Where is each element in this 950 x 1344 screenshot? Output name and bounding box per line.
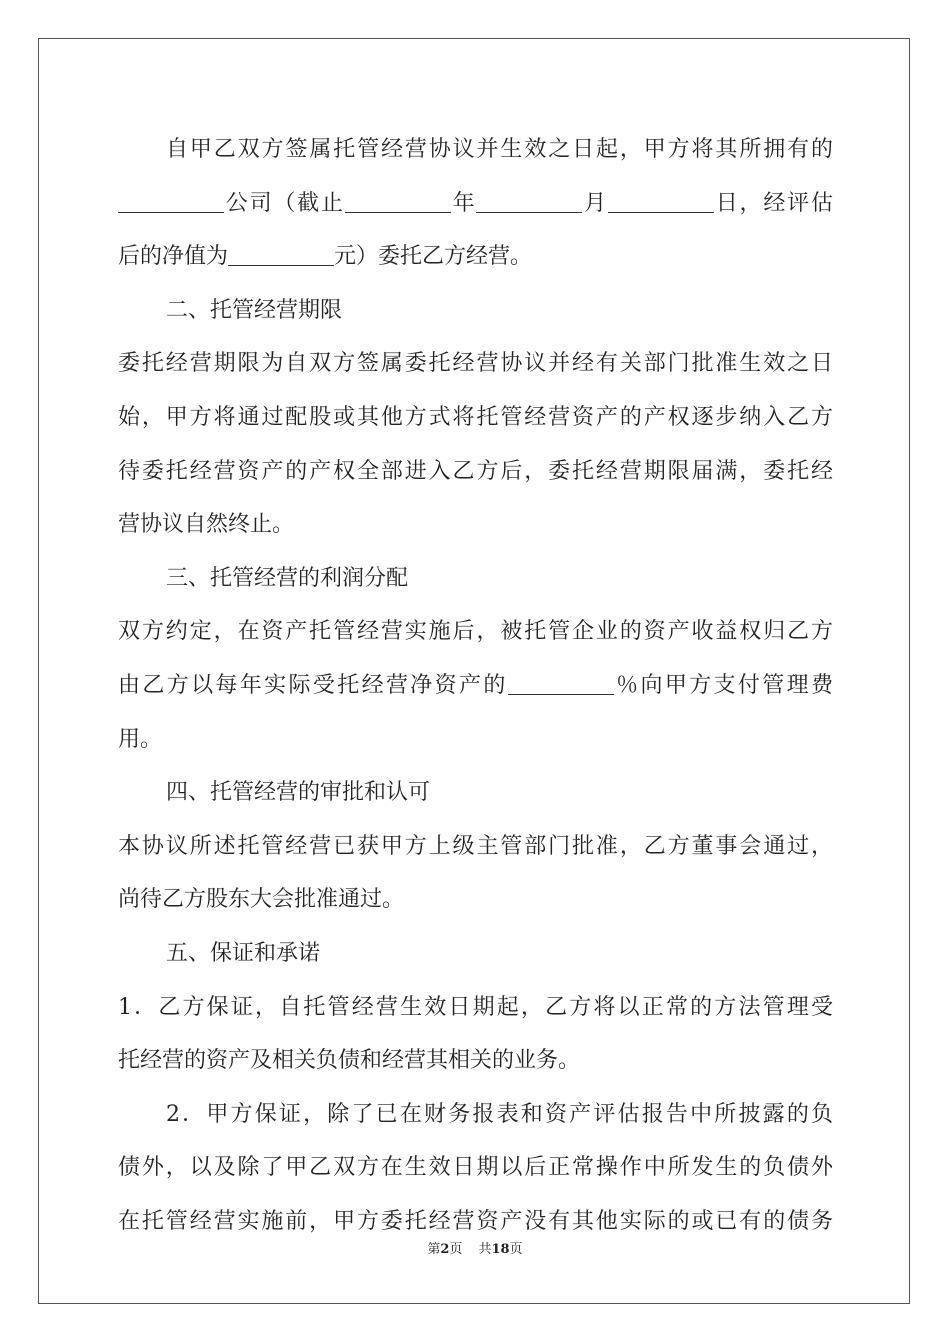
guarantee-item-2-line-3: 在托管经营实施前，甲方委托经营资产没有其他实际的或已有的债务 xyxy=(118,1208,833,1234)
blank-value xyxy=(228,243,334,266)
footer-total-number: 18 xyxy=(491,1242,510,1257)
page-footer xyxy=(0,1238,950,1257)
intro-value-suffix: 元）委托乙方经营。 xyxy=(334,244,533,270)
footer-page-suffix: 页 xyxy=(449,1242,463,1257)
section-heading-term: 二、托管经营期限 xyxy=(166,297,343,323)
intro-line-3 xyxy=(118,235,833,279)
term-line-4: 营协议自然终止。 xyxy=(118,512,295,538)
term-line-2: 始，甲方将通过配股或其他方式将托管经营资产的产权逐步纳入乙方 xyxy=(118,404,833,430)
blank-month xyxy=(476,190,582,213)
intro-value-label: 后的净值为 xyxy=(118,244,229,270)
intro-day-label: 日，经评估 xyxy=(713,190,833,216)
guarantee-item-1-line-1: 1．乙方保证，自托管经营生效日期起，乙方将以正常的方法管理受 xyxy=(118,994,833,1020)
profit-rate-label: 由乙方以每年实际受托经营净资产的 xyxy=(118,672,508,698)
term-line-1: 委托经营期限为自双方签属委托经营协议并经有关部门批准生效之日 xyxy=(118,351,833,377)
guarantee-item-2-line-2: 债外，以及除了甲乙双方在生效日期以后正常操作中所发生的负债外 xyxy=(118,1155,833,1181)
blank-day xyxy=(608,190,714,213)
intro-month-label: 月 xyxy=(582,190,608,216)
footer-page-number: 2 xyxy=(440,1242,450,1257)
profit-line-3: 用。 xyxy=(118,726,163,752)
blank-company xyxy=(118,190,224,213)
footer-page-prefix: 第 xyxy=(427,1242,441,1257)
intro-year-label: 年 xyxy=(450,190,477,216)
profit-line-2 xyxy=(118,664,833,708)
intro-company-label: 公司（截止 xyxy=(224,190,345,216)
blank-percent xyxy=(508,672,614,695)
section-heading-profit: 三、托管经营的利润分配 xyxy=(166,565,409,591)
footer-total-suffix: 页 xyxy=(509,1242,523,1257)
blank-year xyxy=(345,190,451,213)
approval-line-2: 尚待乙方股东大会批准通过。 xyxy=(118,887,405,913)
intro-line-1: 自甲乙双方签属托管经营协议并生效之日起，甲方将其所拥有的 xyxy=(166,137,833,162)
profit-line-1: 双方约定，在资产托管经营实施后，被托管企业的资产收益权归乙方 xyxy=(118,619,833,645)
term-line-3: 待委托经营资产的产权全部进入乙方后，委托经营期限届满，委托经 xyxy=(118,458,833,484)
intro-line-2 xyxy=(118,182,833,226)
approval-line-1: 本协议所述托管经营已获甲方上级主管部门批准，乙方董事会通过， xyxy=(118,833,833,859)
guarantee-item-2-line-1: 2．甲方保证，除了已在财务报表和资产评估报告中所披露的负 xyxy=(166,1101,833,1127)
section-heading-guarantee: 五、保证和承诺 xyxy=(166,940,321,966)
section-heading-approval: 四、托管经营的审批和认可 xyxy=(166,780,431,806)
guarantee-item-1-line-2: 托经营的资产及相关负债和经营其相关的业务。 xyxy=(118,1048,581,1074)
document-body xyxy=(118,128,833,1253)
profit-rate-suffix: ％向甲方支付管理费 xyxy=(613,672,833,698)
footer-total-prefix: 共 xyxy=(478,1242,492,1257)
